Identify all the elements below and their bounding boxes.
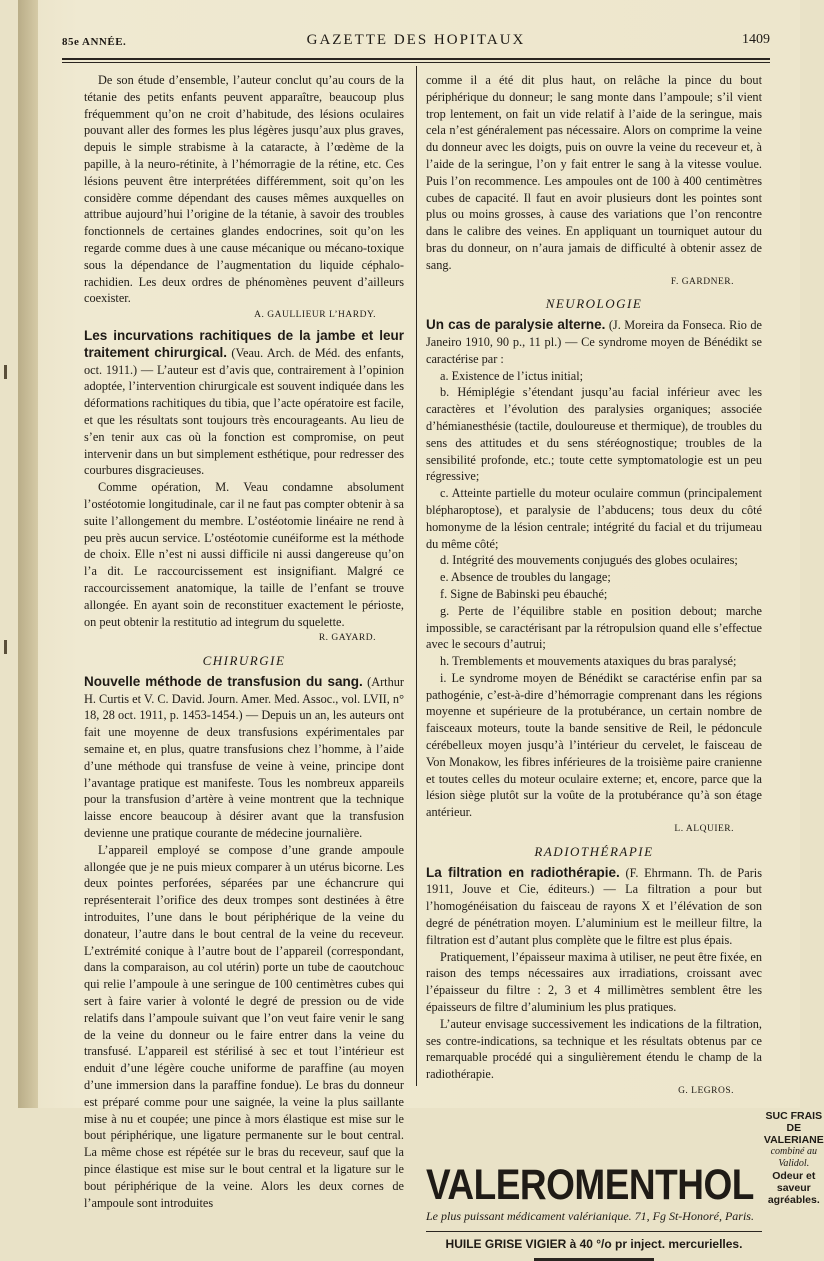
article-title: Nouvelle méthode de transfusion du sang. bbox=[84, 673, 363, 689]
section-heading: RADIOTHÉRAPIE bbox=[534, 843, 654, 859]
header-rule bbox=[62, 58, 770, 60]
author-signature: F. GARDNER. bbox=[670, 276, 734, 287]
binding-edge bbox=[18, 0, 38, 1108]
article-reference: (F. Ehrmann. Th. de Paris 1911, Jouve et Cie, éditeurs.) bbox=[426, 865, 763, 897]
article-title: Les incurvations rachitiques de la jambe et leur traitement chirurgical. bbox=[84, 327, 404, 360]
section-heading: CHIRURGIE bbox=[202, 653, 286, 669]
ad-address: Le plus puissant médicament valérianique. 71, Fg St-Honoré, Paris. bbox=[426, 1208, 754, 1223]
ad-huile: HUILE GRISE VIGIER à 40 °/o pr inject. mercurielles. bbox=[426, 1231, 762, 1253]
page-number: 1409 bbox=[742, 32, 770, 47]
paragraph: Pratiquement, l’épaisseur maxima à utiliser, ne peut être fixée, en raison des temps nécessaires aux irradiations, croissant avec l’épaisseur du filtre : 2, 3 et 4 millimètres semblent être les épaisseurs de filtre d’aluminium les plus pratiques. bbox=[426, 949, 762, 1015]
paragraph: L’appareil employé se compose d’une grande ampoule allongée que je ne puis mieux comparer à un utérus bicorne. Les deux pointes perforées, séparées par une échancrure qui représenterait l’orifice des deux trompes sont destinées à être introduites, l’une dans le bout périphérique de la veine du donateur, l’autre dans le bout central de la veine du receveur. L’extrémité conique à l’autre bout de l’appareil (correspondant, dans la comparaison, au col utérin) porte un tube de caoutchouc qui relie l’ampoule à une seringue de 100 centimètres cubes qui sert à faire varier à volonté le degré de pression ou de vide relatifs dans l’ampoule suivant que l’on veut faire venir le sang de la veine du donneur ou le faire entrer dans la veine du transfusé. L’appareil est stérilisé à sec et tout l’intérieur est enduit d’une légère couche uniforme de paraffine (au moyen d’une immersion dans la paraffine fondue). Le bras du donneur est préparé comme pour une saignée, la veine la plus saillante mise à nu et coupée; une pince à mors élastique est mise sur le bout périphérique, une ligature permanente sur le bout central. La même chose est répétée sur le bras du receveur, sauf que la pince élastique est mise sur le bout central et la ligature sur le bout périphérique de la veine. Alors les deux cornes de l’ampoule sont introduites bbox=[84, 842, 404, 1210]
paragraph: Comme opération, M. Veau condamne absolument l’ostéotomie longitudinale, car il ne faut pas compter obtenir à sa suite l’allongement du membre. L’ostéotomie linéaire ne rend à peu près aucun service. L’ostéotomie cunéiforme est la méthode de choix. Elle n’est ni aussi difficile ni aussi dangereuse qu’on l’a dit. Le raccourcissement est insignifiant. Malgré ce raccourcissement anatomique, la taille de l’enfant se trouve allongée. En ayant soin de reconstituer exactement le périoste, on peut obtenir la restitutio ad integrum du squelette. bbox=[84, 480, 404, 629]
ad-tagline: Odeur et saveur agréables. bbox=[767, 1169, 820, 1206]
article-reference: (Arthur H. Curtis et V. C. David. Journ. Amer. Med. Assoc., vol. LVII, n° 18, 28 oct. 1911, p. 1453-1454.) bbox=[84, 674, 404, 723]
advertisement bbox=[426, 1109, 824, 1261]
article-reference: (J. Moreira da Fonseca. Rio de Janeiro 1910, 90 p., 11 pl.) bbox=[426, 318, 763, 349]
list-item: d. Intégrité des mouvements conjugués des globes oculaires; bbox=[440, 553, 738, 568]
right-column bbox=[426, 72, 824, 1261]
margin-mark bbox=[4, 365, 7, 379]
page-header bbox=[62, 28, 770, 54]
article-title: La filtration en radiothérapie. bbox=[426, 864, 620, 880]
article-filtration bbox=[426, 865, 762, 949]
paragraph: L’auteur envisage successivement les indications de la filtration, ses contre-indications, sa technique et les résultats obtenus par ce remarquable procédé qui a singulièrement étendu le champ de la radiothérapie. bbox=[426, 1016, 762, 1082]
article-paralysie bbox=[426, 317, 762, 367]
paragraph: De son étude d’ensemble, l’auteur conclut qu’au cours de la tétanie des petits enfants peuvent apparaître, beaucoup plus fréquemment qu’on ne croit d’habitude, des lésions oculaires pouvant aller des formes les plus légères jusqu’aux plus graves, depuis le simple strabisme à la cataracte, à l’œdème de la papille, à la neuro-rétinite, à l’hémorragie de la rétine, etc. Ces lésions peuvent être interprétées différemment, soit qu’on les considère comme dépendant des causes mêmes auxquelles on attribue aujourd’hui l’origine de la tétanie, à savoir des troubles fonctionnels de certaines glandes endocrines, soit qu’on les regarde comme dues à une cause mécanique ou mécano-toxique sous la dépendance de l’augmentation du liquide céphalo-rachidien. Les deux ordres de phénomènes peuvent d’ailleurs coexister. bbox=[84, 73, 404, 306]
ad-tagline: combiné au Validol. bbox=[770, 1145, 817, 1169]
paragraph: — La filtration a pour but l’homogénéisation du faisceau de rayons X et l’élévation de son degré de pénétration moyen. L’aluminium est le meilleur filtre, la filtration est d’autant plus complète que le filtre est plus épais. bbox=[426, 882, 762, 947]
author-signature: G. LEGROS. bbox=[678, 1086, 734, 1097]
journal-title: GAZETTE DES HOPITAUX bbox=[306, 32, 526, 48]
article-title: Un cas de paralysie alterne. bbox=[426, 317, 606, 333]
list-item: f. Signe de Babinski peu ébauché; bbox=[440, 586, 608, 601]
author-signature: R. GAYARD. bbox=[318, 633, 376, 644]
column-divider bbox=[416, 66, 417, 1086]
margin-mark bbox=[4, 640, 7, 654]
list-item: b. Hémiplégie s’étendant jusqu’au facial inférieur avec les caractères et l’évolution des paralysies organiques; associée d’hémianesthésie (tactile, douloureuse et thermique), de troubles du sens des attitudes et du sens stéréognostique; troubles de la sensibilité profonde, etc.; toute cette symptomatologie est un peu régressive; bbox=[426, 385, 762, 484]
list-item: h. Tremblements et mouvements ataxiques du bras paralysé; bbox=[440, 654, 737, 669]
paragraph: — L’auteur est d’avis que, contrairement à l’opinion adoptée, l’intervention chirurgicale est souvent indiquée dans les déformations rachitiques du tibia, que l’acte opératoire est facile, et que les résultats sont toujours très encourageants. Au lieu de s’en tenir aux cas où la fonction est compromise, on peut intervenir dans un but simplement esthétique, pour redresser des courbures disgracieuses. bbox=[84, 362, 404, 478]
list-item: c. Atteinte partielle du moteur oculaire commun (principalement blépharoptose), et paralysie de l’abducens; tous deux du côté homonyme de la lésion centrale; intégrité du facial et du trijumeau du même côté; bbox=[426, 486, 762, 551]
paragraph: comme il a été dit plus haut, on relâche la pince du bout périphérique du donneur; le sang monte dans l’ampoule; s’il vient trop lentement, on fait un vide relatif à l’aide de la seringue, mais cela n’est généralement pas nécessaire. Alors on comprime la veine du donneur avec les doigts, puis on ouvre la veine du receveur et, à l’aide de la seringue, l’on y fait entrer le sang à la vitesse voulue. Puis l’on recommence. Les ampoules ont de 100 à 400 centimètres cubes de capacité. Il faut en avoir plusieurs dont les pointes sont plus ou moins grosses, à cause des variations que l’on rencontre dans le calibre des veines. En appliquant un tourniquet autour du bras du donneur, on n’aura jamais de difficulté à obtenir assez de sang. bbox=[426, 73, 762, 272]
author-signature: A. GAULLIEUR L’HARDY. bbox=[254, 310, 376, 321]
ad-brand: VALEROMENTHOL bbox=[426, 1160, 754, 1209]
header-rule bbox=[62, 62, 770, 63]
paragraph: — Ce syndrome moyen de Bénédikt se caractérise par : bbox=[426, 334, 762, 366]
article-transfusion bbox=[84, 674, 404, 842]
ad-side-text bbox=[764, 1110, 824, 1206]
ad-tagline: SUC FRAIS DE VALERIANE bbox=[763, 1109, 824, 1146]
section-heading: NEUROLOGIE bbox=[545, 296, 643, 312]
author-signature: L. ALQUIER. bbox=[674, 824, 734, 835]
article-reference: (Veau. Arch. de Méd. des enfants, oct. 1911.) bbox=[84, 345, 405, 377]
list-item: a. Existence de l’ictus initial; bbox=[440, 368, 584, 383]
paragraph: — Depuis un an, les auteurs ont fait une moyenne de deux transfusions expérimentales par semaine et, en plus, quatre transfusions chez l’homme, à l’aide d’une méthode qui transfuse de veine à veine, principe dont l’avantage pratique est manifeste. Tous les nombreux appareils pour la transfusion d’artère à veine montrent que la technique laisse encore beaucoup à désirer avant que la transfusion devienne une pratique courante de médecine journalière. bbox=[84, 708, 404, 841]
issue-number: 85e ANNÉE. bbox=[62, 36, 127, 48]
article-incurvations bbox=[84, 328, 404, 479]
list-item: g. Perte de l’équilibre stable en position debout; marche impossible, se caractérisant par la rétropulsion quand elle s’effectue avec le secours d’autrui; bbox=[426, 603, 762, 652]
list-item: i. Le syndrome moyen de Bénédikt se caractérise enfin par sa pathogénie, c’est-à-dire d’hémorragie comprenant dans les régions moyenne et supérieure de la protubérance, un certain nombre de faisceaux moteurs, toute la bande sensitive de Reil, le pédoncule cérébelleux moyen jusqu’à l’intérieur du cervelet, le faisceau de Von Monakow, les fibres inférieures de la troisième paire cranienne et toutes celles du moteur oculaire externe; et, encore, parce que la lésion siège plutôt sur la voûte de la protubérance qu’à son étage antérieur. bbox=[426, 670, 762, 820]
list-item: e. Absence de troubles du langage; bbox=[440, 570, 611, 585]
left-column bbox=[84, 72, 404, 1211]
